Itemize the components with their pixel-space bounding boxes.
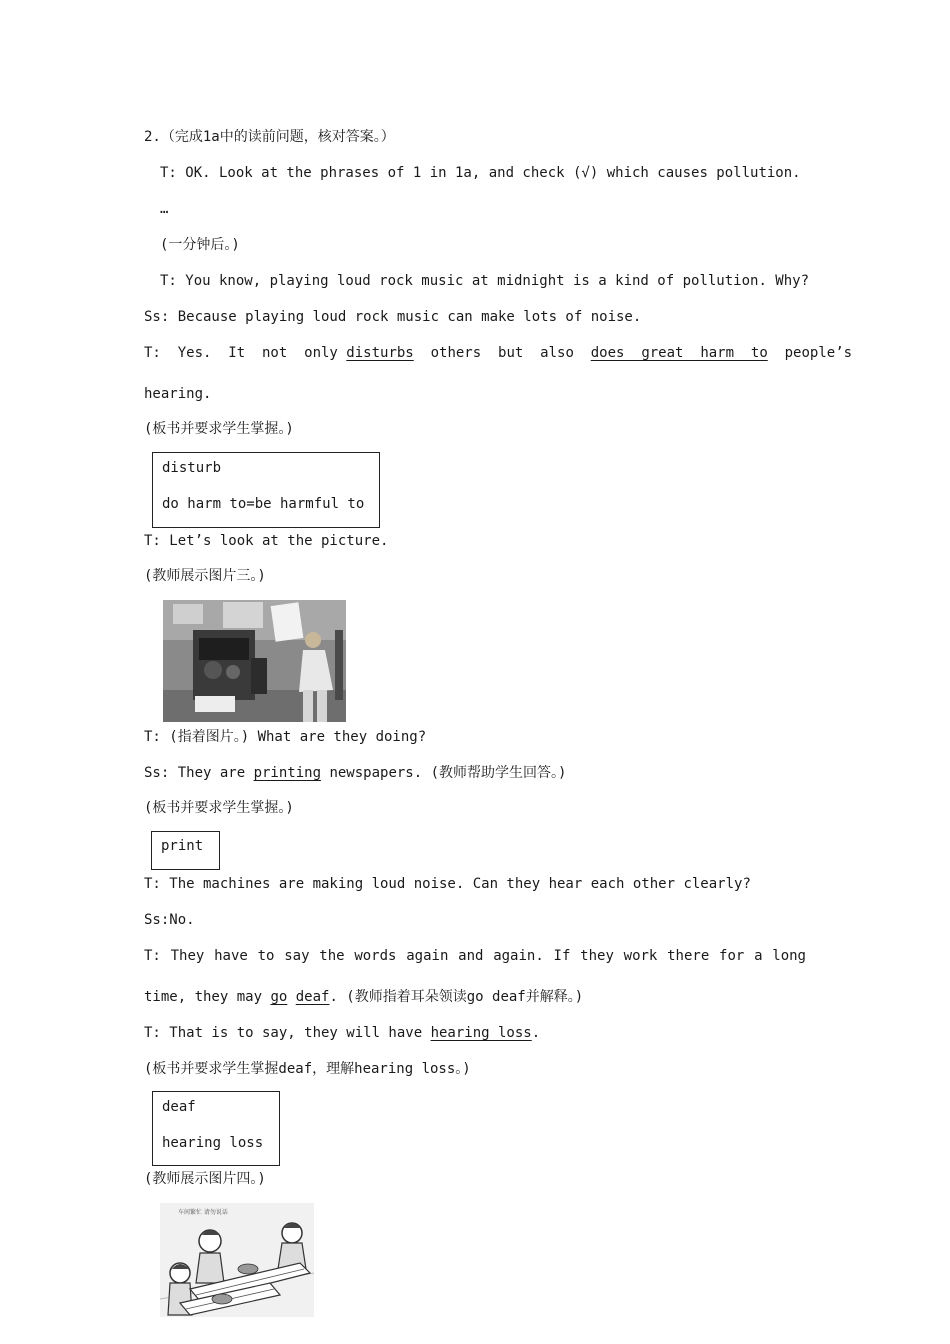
blackboard-word: print: [161, 838, 204, 854]
stage-direction: (板书并要求学生掌握deaf，理解hearing loss。): [144, 1061, 471, 1077]
teacher-line: T: The machines are making loud noise. Can they hear each other clearly?: [144, 876, 751, 892]
blackboard-word: disturb: [162, 460, 222, 476]
blackboard-box: [151, 831, 220, 870]
picture-three-printing-press: [163, 600, 346, 722]
stage-direction: (板书并要求学生掌握。): [144, 421, 294, 437]
ellipsis: …: [160, 201, 169, 217]
picture-caption: 车间繁忙 请勿说话: [178, 1209, 228, 1216]
students-line: Ss: They are printing newspapers. (教师帮助学生回答。): [144, 765, 567, 781]
students-line: Ss:No.: [144, 912, 195, 928]
blackboard-word: hearing loss: [162, 1135, 264, 1151]
teacher-line: T: That is to say, they will have hearing loss.: [144, 1025, 541, 1041]
blackboard-word: deaf: [162, 1099, 196, 1115]
vocab-underline: printing: [253, 765, 322, 781]
stage-direction: (一分钟后。): [160, 237, 240, 253]
stage-direction: (板书并要求学生掌握。): [144, 800, 294, 816]
vocab-underline: go: [270, 989, 288, 1005]
vocab-underline: deaf: [295, 989, 330, 1005]
teacher-line: T: OK. Look at the phrases of 1 in 1a, and check (√) which causes pollution.: [160, 165, 801, 181]
section-heading: 2.（完成1a中的读前问题，核对答案。）: [144, 129, 395, 145]
vocab-underline: hearing loss: [430, 1025, 532, 1041]
blackboard-box: [152, 1091, 280, 1166]
teacher-line: T: Let’s look at the picture.: [144, 533, 389, 549]
continuation-line: time, they may go deaf. (教师指着耳朵领读go deaf并解释。): [144, 989, 584, 1005]
stage-direction: (教师展示图片四。): [144, 1171, 266, 1187]
blackboard-word: do harm to=be harmful to: [162, 496, 365, 512]
stage-direction: (教师展示图片三。): [144, 568, 266, 584]
vocab-underline: does great harm to: [590, 345, 768, 361]
teacher-line: T: (指着图片。) What are they doing?: [144, 729, 427, 745]
teacher-line: T: Yes. It not only disturbs others but also does great harm to people’s: [144, 345, 853, 361]
vocab-underline: disturbs: [346, 345, 414, 361]
picture-four-workshop-cartoon: [160, 1203, 314, 1317]
teacher-line: T: You know, playing loud rock music at midnight is a kind of pollution. Why?: [160, 273, 810, 289]
blackboard-box: [152, 452, 380, 528]
students-line: Ss: Because playing loud rock music can make lots of noise.: [144, 309, 642, 325]
teacher-line: T: They have to say the words again and again. If they work there for a long: [144, 948, 806, 964]
continuation-line: hearing.: [144, 386, 212, 402]
cartoon-drawing: [160, 1203, 314, 1317]
